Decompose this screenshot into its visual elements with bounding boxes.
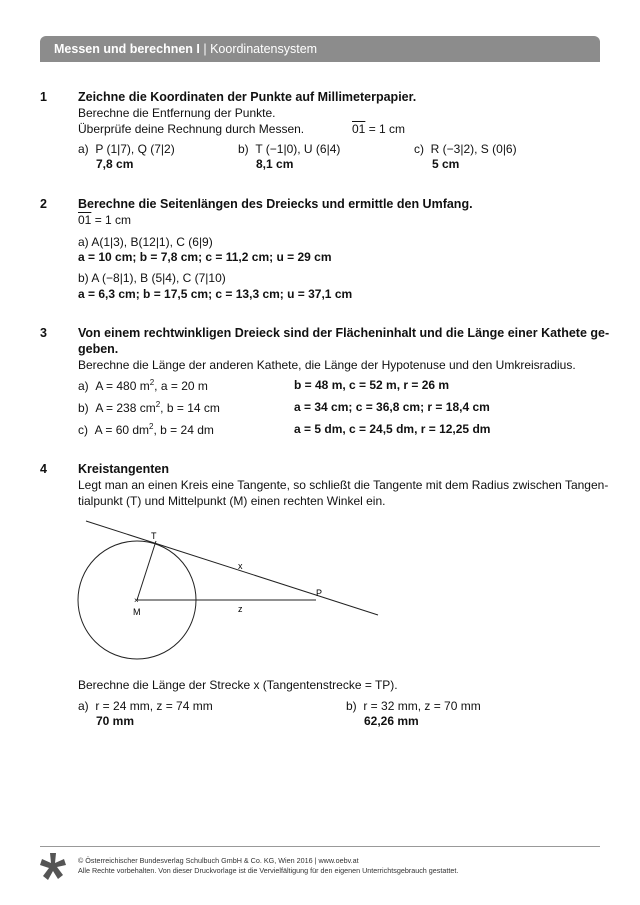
task-3-title-2: geben. [78,342,119,356]
task-4-item-b: b) r = 32 mm, z = 70 mm [346,699,481,713]
task-4-question: Berechne die Länge der Strecke x (Tangentenstrecke = TP). [78,678,398,692]
task-3-item-a: a) A = 480 $m^2$, a = 20 m [78,378,208,393]
task-1-item-c: c) R (−3|2), S (0|6) [414,142,517,156]
label-P: P [316,588,323,598]
task-1-answer-a: 7,8 cm [96,157,134,171]
task-1-number: 1 [40,90,47,104]
task-3-answer-b: a = 34 cm; c = 36,8 cm; r = 18,4 cm [294,400,490,414]
task-4-number: 4 [40,462,47,476]
header-title-rest: Koordinatensystem [210,42,318,56]
task-2-answer-a: a = 10 cm; b = 7,8 cm; c = 11,2 cm; u = 29 cm [78,250,332,264]
radius-line [137,541,156,600]
header-title-bold: Messen und berechnen I [54,42,200,56]
header-separator: | [199,42,211,56]
task-2-title: Berechne die Seitenlängen des Dreiecks und ermittle den Umfang. [78,197,473,211]
footer-copyright: © Österreichischer Bundesverlag Schulbuch GmbH & Co. KG, Wien 2016 | www.oebv.at [78,856,359,865]
task-3-answer-a: b = 48 m, c = 52 m, r = 26 m [294,378,450,392]
task-1-answer-b: 8,1 cm [256,157,294,171]
task-1-unit-rest: = 1 cm [365,122,406,136]
label-M: M [133,607,141,617]
task-2-item-b: b) A (−8|1), B (5|4), C (7|10) [78,271,226,285]
task-4-line-1: Legt man an einen Kreis eine Tangente, so schließt die Tangente mit dem Radius zwischen Tangen- [78,478,609,492]
task-2-answer-b: a = 6,3 cm; b = 17,5 cm; c = 13,3 cm; u = 37,1 cm [78,287,353,301]
label-T: T [151,531,157,541]
label-x: x [238,561,243,571]
task-2-item-a: a) A(1|3), B(12|1), C (6|9) [78,235,213,249]
publisher-logo-icon [40,853,66,881]
task-2-unit: 01 = 1 cm [78,213,132,227]
label-z: z [238,604,243,614]
task-4-answer-b: 62,26 mm [364,714,419,728]
task-3-item-c: c) A = 60 $dm^2$, b = 24 dm [78,422,214,437]
task-1-unit-segment: 01 [352,122,366,136]
task-4-title: Kreistangenten [78,462,169,476]
task-4-item-a: a) r = 24 mm, z = 74 mm [78,699,213,713]
task-1-line-2: Berechne die Entfernung der Punkte. [78,106,276,120]
task-4-answer-a: 70 mm [96,714,135,728]
task-3-item-b: b) A = 238 $cm^2$, b = 14 cm [78,400,220,415]
task-3-number: 3 [40,326,47,340]
center-mark: × [134,596,139,605]
task-4-line-2: tialpunkt (T) und Mittelpunkt (M) einen rechten Winkel ein. [78,494,386,508]
task-1-answer-c: 5 cm [432,157,460,171]
task-1-title: Zeichne die Koordinaten der Punkte auf Millimeterpapier. [78,90,417,104]
task-2-number: 2 [40,197,47,211]
footer-rights: Alle Rechte vorbehalten. Von dieser Druckvorlage ist die Vervielfältigung für den eigenen Unterrichtsgebrauch gestattet. [78,866,459,875]
task-3-answer-c: a = 5 dm, c = 24,5 dm, r = 12,25 dm [294,422,491,436]
task-3-title-1: Von einem rechtwinkligen Dreieck sind der Flächeninhalt und die Länge einer Kathete ge- [78,326,610,340]
task-1-item-a: a) P (1|7), Q (7|2) [78,142,175,156]
task-1-line-3: Überprüfe deine Rechnung durch Messen. [78,122,305,136]
tangent-line [86,521,378,615]
footer-divider [40,846,600,847]
task-3-line: Berechne die Länge der anderen Kathete, die Länge der Hypotenuse und den Umkreisradius. [78,358,576,372]
task-1-item-b: b) T (−1|0), U (6|4) [238,142,341,156]
